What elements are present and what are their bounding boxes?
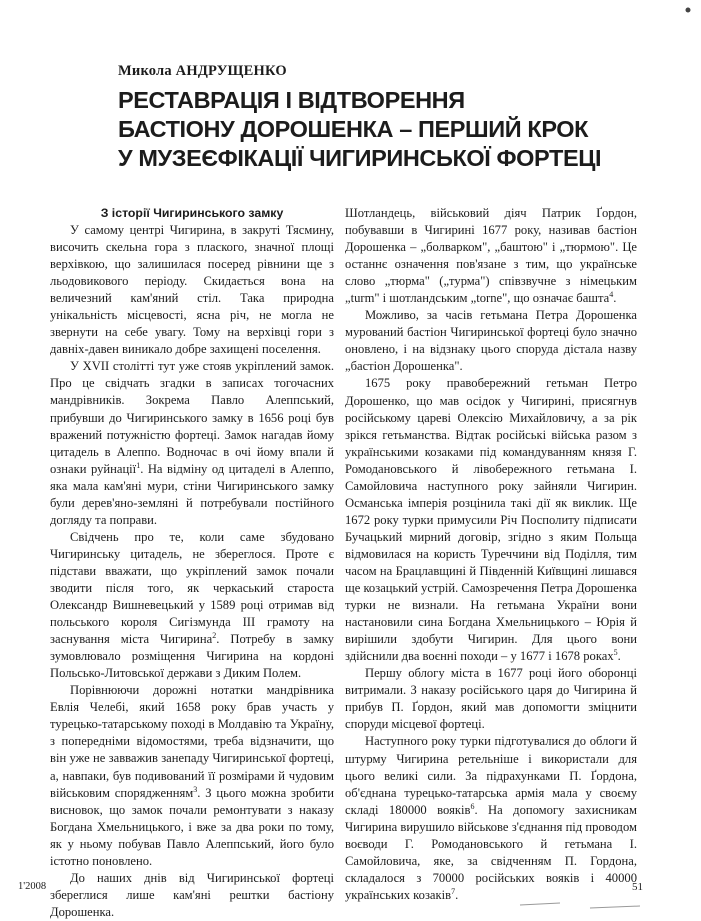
title-line-1: РЕСТАВРАЦІЯ І ВІДТВОРЕННЯ bbox=[118, 87, 465, 113]
footnote-ref: 3 bbox=[193, 784, 198, 794]
issue-number: 1'2008 bbox=[18, 881, 47, 892]
footnote-ref: 5 bbox=[613, 648, 618, 658]
paragraph: Першу облогу міста в 1677 році його оборонці витримали. З наказу російського царя до Чигирина й прибув П. Ґордон, який мав допомогти зміцнити споруди місцевої фортеці. bbox=[345, 666, 637, 732]
footnote-ref: 4 bbox=[609, 290, 614, 300]
footnote-ref: 6 bbox=[470, 801, 475, 811]
article-title bbox=[118, 86, 658, 173]
right-column bbox=[345, 205, 637, 904]
paragraph: Наступного року турки підготувалися до облоги й штурму Чигирина ретельніше і використали для цього великі сили. За підрахунками П. Ґордона, об'єднана турецько-татарська армія мала у своєму складі 180000 вояків$^6$. На допомогу захисникам Чигирина вирушило військове з'єднання під проводом воєводи Г. Ромодановського й гетьмана І. Самойловича, яке, за свідченням П. Гордона, складалося з 70000 російських вояків і 40000 українських козаків$^7$. bbox=[345, 734, 637, 902]
paragraph: 1675 року правобережний гетьман Петро Дорошенко, що мав осідок у Чигирині, присягнув російському цареві Олексію Михайловичу, а за рік зрікся гетьманства. Відтак російські війська разом з українськими козаками під командуванням князя Г. Ромодановського й лівобережного гетьмана І. Самойловича наступного року зайняли Чигирин. Османська імперія розцінила такі дії як виклик. Ще 1672 року турки примусили Річ Посполиту підписати Бучацький мирний договір, згідно з яким Польща відмовилася на користь Туреччини від Поділля, тим часом на Брацлавщині й Південній Київщині лишався ще козацький устрій. Самозречення Петра Дорошенка турки не визнали. На гетьмана України вони настановили сина Богдана Хмельницького – Юрія й вирішили здобути Чигирин. Для цього вони здійснили два воєнні походи – у 1677 і 1678 роках$^5$. bbox=[345, 376, 637, 664]
footnote-ref: 7 bbox=[451, 886, 456, 896]
page-number: 51 bbox=[632, 881, 643, 893]
left-column bbox=[50, 205, 334, 921]
paragraph: У XVII столітті тут уже стояв укріплений замок. Про це свідчать згадки в записах тогочасних мандрівників. Зокрема Павло Алеппський, прибувши до Чигиринського замку в 1656 році був вражений потужністю фортеці. Замок нагадав йому цитадель в Алеппо. Водночас в очі йому впали й ознаки руйнації$^1$. На відміну од цитаделі в Алеппо, яка мала кам'яні мури, стіни Чигиринського замку були дерев'яно-земляні й потребували постійного догляду та поправи. bbox=[50, 359, 334, 527]
paragraph: До наших днів від Чигиринської фортеці збереглися лише кам'яні рештки бастіону Дорошенка. bbox=[50, 870, 334, 919]
title-line-2: БАСТІОНУ ДОРОШЕНКА – ПЕРШИЙ КРОК bbox=[118, 116, 589, 142]
title-line-3: У МУЗЕЄФІКАЦІЇ ЧИГИРИНСЬКОЇ ФОРТЕЦІ bbox=[118, 145, 602, 171]
author-name: Микола АНДРУЩЕНКО bbox=[118, 63, 287, 79]
section-subheading: З історії Чигиринського замку bbox=[100, 206, 284, 220]
footnote-ref: 1 bbox=[136, 460, 141, 470]
paragraph: У самому центрі Чигирина, в закруті Тясмину, височить скельна гора з плаского, значної площі верхівкою, що залишилася посеред рівнини ще з льодовикового періоду. Скидається вона на величезний кам'яний стіл. Така природна унікальність місцевості, ясна річ, не могла не звернути на себе увагу. Тому на верхівці гори з давніх-давен виникало добре захищені поселення. bbox=[50, 223, 334, 357]
paragraph: Шотландець, військовий діяч Патрик Ґордон, побувавши в Чигирині 1677 року, називав бастіон Дорошенка – „болварком", „баштою" і „тюрмою". Це останнє означення пов'язане з тим, що українське слово „тюрма" („турма") співзвучне з німецьким „turm" і шотландським „torne", що означає башта$^4$. bbox=[345, 206, 637, 306]
paragraph: Порівнюючи дорожні нотатки мандрівника Евлія Челебі, який 1658 року брав участь у турецько-татарському поході в Молдавію та Україну, з попередніми відомостями, треба відзначити, що він уже не завважив занепаду Чигиринської фортеці, а, навпаки, був подивований її розмірами й чудовим військовим спорядженням$^3$. З цього можна зробити висновок, що замок почали ремонтувати з наказу Богдана Хмельницького, і вже за два роки по тому, як у ньому побував Павло Алеппський, його було істотно поновлено. bbox=[50, 683, 334, 868]
paragraph: Свідчень про те, коли саме збудовано Чигиринську цитадель, не збереглося. Проте є підстави вважати, що укріплений замок почали зводити після того, як черкаський староста Олександр Вишневецький у 1589 році отримав від польського короля Сигізмунда III грамоту на заснування міста Чигирина$^2$. Потребу в замку зумовлювало розміщення Чигирина на кордоні Польсько-Литовської держави з Диким Полем. bbox=[50, 529, 334, 681]
footnote-ref: 2 bbox=[212, 630, 217, 640]
scan-speck bbox=[686, 8, 691, 13]
paragraph: Можливо, за часів гетьмана Петра Дорошенка мурований бастіон Чигиринської фортеці було значно оновлено, і на відзнаку цього споруда дістала назву „бастіон Дорошенка". bbox=[345, 308, 637, 374]
